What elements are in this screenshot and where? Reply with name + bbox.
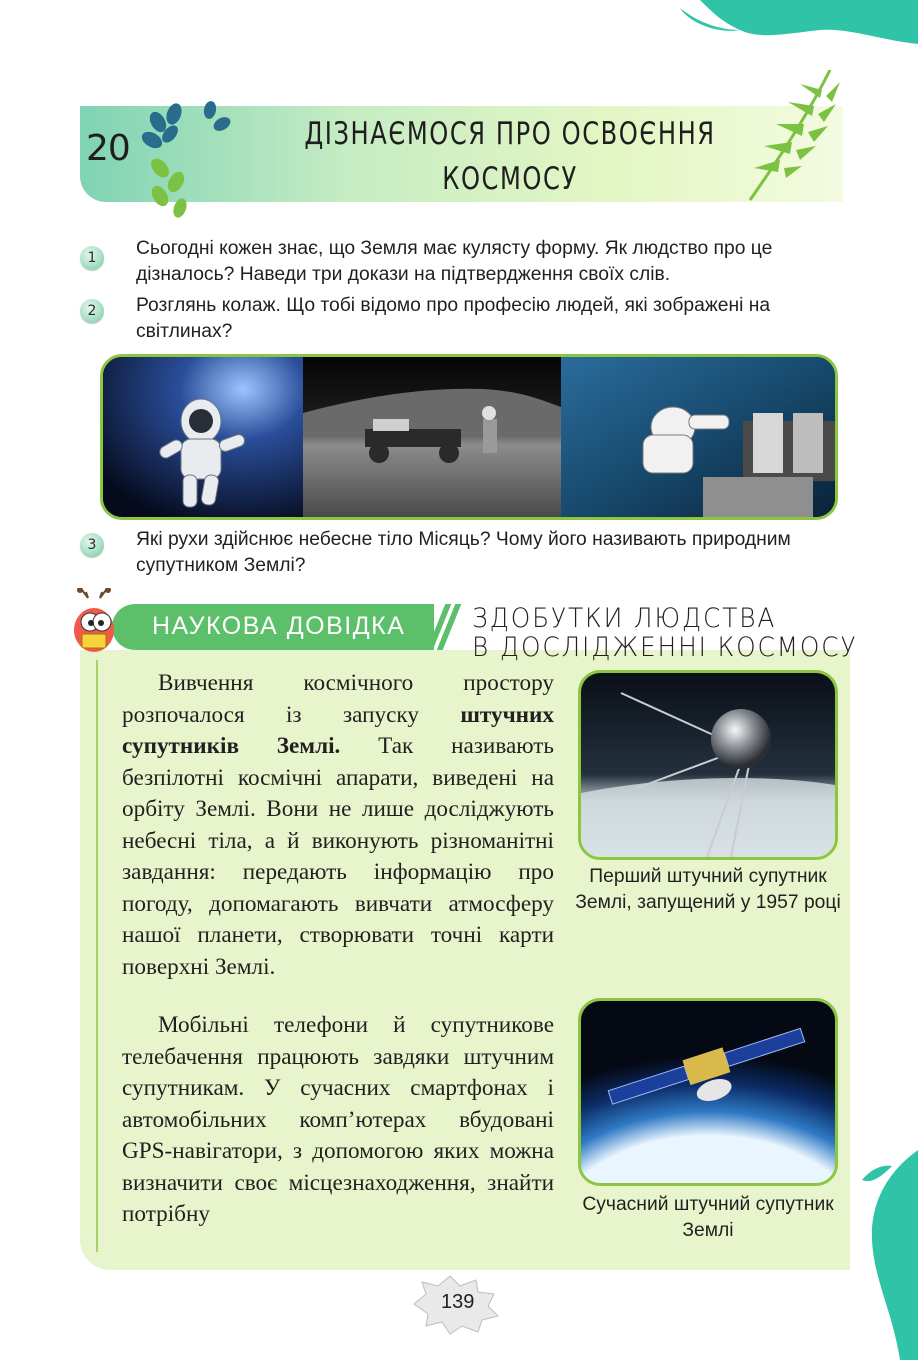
sputnik-photo (578, 670, 838, 860)
science-note-margin-rule (96, 660, 98, 1252)
science-note-label: НАУКОВА ДОВІДКА (152, 612, 406, 640)
lesson-title-line-2: КОСМОСУ (442, 161, 578, 197)
astronaut-collage (100, 354, 838, 520)
question-number-badge: 3 (80, 533, 104, 557)
lesson-title-line-1: ДІЗНАЄМОСЯ ПРО ОСВОЄННЯ (304, 116, 716, 152)
question-number-badge: 1 (80, 246, 104, 270)
leaf-decoration-icon (130, 96, 260, 226)
question-text: Сьогодні кожен знає, що Земля має кулясту форму. Як людство про це дізналось? Наведи три докази на підтвердження своїх слів. (136, 238, 773, 285)
section-title-line-1: ЗДОБУТКИ ЛЮДСТВА (472, 603, 777, 634)
paragraph: Мобільні телефони й супутникове телебачення працюють завдяки штучним супутникам. У сучасних смартфонах і автомобільних комп’ютерах вбудовані GPS-навігатори, з допомогою яких можна визначити своє місцезнаходження, знайти потрібну (122, 1012, 554, 1227)
paragraph-text: Вивчення космічного простору розпочалося із запуску (122, 670, 554, 728)
page-number: 139 (441, 1291, 475, 1313)
figure-caption: Сучасний штучний супутник Землі (582, 1194, 834, 1241)
figure-caption: Перший штучний супутник Землі, запущений у 1957 році (575, 866, 841, 913)
section-title-line-2: В ДОСЛІДЖЕННІ КОСМОСУ (472, 632, 858, 663)
question-text: Розглянь колаж. Що тобі відомо про професію людей, які зображені на світлинах? (136, 295, 771, 342)
bookworm-mascot-icon (66, 588, 126, 658)
modern-satellite-photo (578, 998, 838, 1186)
paragraph (122, 668, 554, 983)
question-text: Які рухи здійснює небесне тіло Місяць? Чому його називають природним супутником Землі? (136, 529, 791, 576)
term-artificial-satellites: штучних супутників Землі. (122, 701, 554, 759)
question-number-badge: 2 (80, 299, 104, 323)
paragraph-text: Так називають безпілотні космічні апарати, виведені на орбіту Землі. Вони не лише досліджують небесні тіла, а й виконують різноманітні завдання: передають інформацію про погоду, допомагають вивчати атмосферу нашої планети, створювати точні карти поверхні Землі. (122, 733, 554, 980)
lesson-number: 20 (86, 128, 130, 169)
